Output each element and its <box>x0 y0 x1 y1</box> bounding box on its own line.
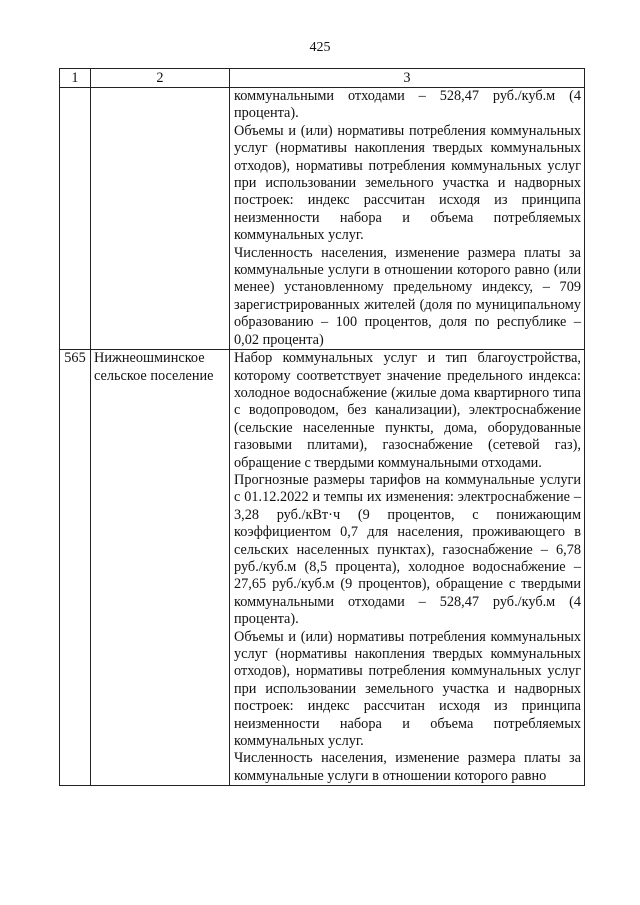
description-cell <box>230 350 585 786</box>
column-header-1: 1 <box>60 69 91 88</box>
municipal-index-table <box>59 68 585 786</box>
municipality-name-cell: Нижнеошминское сельское поселение <box>91 350 230 786</box>
column-header-2: 2 <box>91 69 230 88</box>
description-paragraph: Прогнозные размеры тарифов на коммунальные услуги с 01.12.2022 и темпы их изменения: электроснабжение – 3,28 руб./кВт·ч (9 процентов, с понижающим коэффициентом 0,7 для населения, проживающего в сельских населенных пунктах), газоснабжение – 6,78 руб./куб.м (8,5 процента), холодное водоснабжение – 27,65 руб./куб.м (9 процентов), обращение с твердыми коммунальными отходами – 528,47 руб./куб.м (4 процента). <box>234 471 581 628</box>
table-header-row <box>60 69 585 88</box>
description-paragraph: Численность населения, изменение размера платы за коммунальные услуги в отношении которого равно (или менее) установленному предельному индексу, – 709 зарегистрированных жителей (доля по муниципальному образованию – 100 процентов, доля по республике – 0,02 процента) <box>234 244 581 348</box>
description-paragraph: Численность населения, изменение размера платы за коммунальные услуги в отношении которого равно <box>234 750 581 784</box>
municipality-name-cell <box>91 88 230 350</box>
table-row <box>60 88 585 350</box>
description-paragraph: Набор коммунальных услуг и тип благоустройства, которому соответствует значение предельного индекса: холодное водоснабжение (жилые дома квартирного типа с водопроводом, без канализации), электроснабжение (сельские населенные пункты, дома, оборудованные газовыми плитами), газоснабжение (сетевой газ), обращение с твердыми коммунальными отходами. <box>234 350 581 471</box>
description-paragraph: Объемы и (или) нормативы потребления коммунальных услуг (нормативы накопления твердых коммунальных отходов), нормативы потребления коммунальных услуг при использовании земельного участка и надворных построек: индекс рассчитан исходя из принципа неизменности набора и объема потребляемых коммунальных услуг. <box>234 628 581 750</box>
description-cell <box>230 88 585 350</box>
row-number-cell <box>60 88 91 350</box>
row-number-cell: 565 <box>60 350 91 786</box>
description-paragraph: Объемы и (или) нормативы потребления коммунальных услуг (нормативы накопления твердых коммунальных отходов), нормативы потребления коммунальных услуг при использовании земельного участка и надворных построек: индекс рассчитан исходя из принципа неизменности набора и объема потребляемых коммунальных услуг. <box>234 122 581 244</box>
page-number: 425 <box>309 40 331 55</box>
description-paragraph: коммунальными отходами – 528,47 руб./куб.м (4 процента). <box>234 88 581 122</box>
table-row <box>60 350 585 786</box>
column-header-3: 3 <box>230 69 585 88</box>
